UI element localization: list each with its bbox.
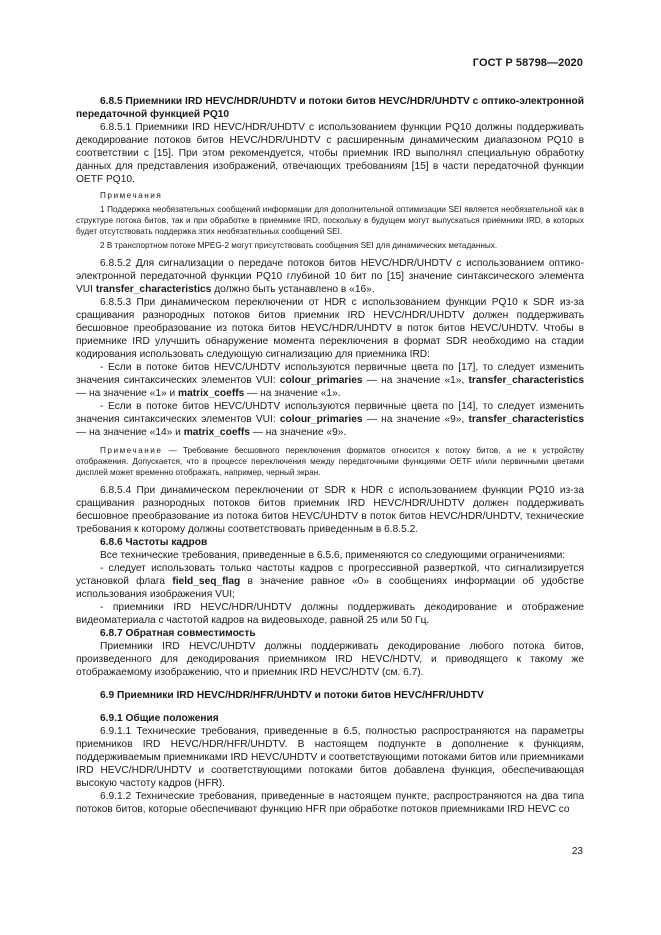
section-6-9-1-heading: 6.9.1 Общие положения — [100, 713, 219, 724]
notes-heading: Примечания — [100, 191, 163, 200]
standard-designation: ГОСТ Р 58798—2020 — [472, 57, 583, 69]
paragraph-6-8-5-2: 6.8.5.2 Для сигнализации о передаче потоков битов HEVC/HDR/UHDTV с использованием оптико-электронной передаточной функции PQ10 глубиной 10 бит по [15] значение синтаксического элемента VUI transfer_characteristics должно быть устанавлено в «16». — [76, 258, 584, 295]
section-6-8-6-heading: 6.8.6 Частоты кадров — [100, 537, 208, 548]
note-3: Примечание — Требование бесшовного переключения форматов относится к потоку битов, а не к устройству отображения. Допускается, что в процессе переключения между передаточными функциями OETF и/или первичными цветами дисплей может временно отображать, например, черный экран. — [76, 446, 584, 477]
paragraph-6-8-6-intro: Все технические требования, приведенные в 6.5.6, применяются со следующими ограничениями: — [100, 550, 566, 561]
section-6-9-heading: 6.9 Приемники IRD HEVC/HDR/HFR/UHDTV и потоки битов HEVC/HFR/UHDTV — [100, 690, 484, 701]
list-item: - Если в потоке битов HEVC/UHDTV используются первичные цвета по [14], то следует изменить значения синтаксических элементов VUI: colour_primaries — на значение «9», transfer_characteristics — на значение «14» и matrix_coeffs — на значение «9». — [76, 401, 585, 438]
paragraph-6-8-5-1: 6.8.5.1 Приемники IRD HEVC/HDR/UHDTV с использованием функции PQ10 должны поддерживать декодирование потоков битов HEVC/HDR/UHDTV с расширенным динамическим диапазоном PQ10 в соответствии с [15]. При этом рекомендуется, чтобы приемник IRD выполнял специальную обработку данных для представления изображений, отвечающих требованиям [15] в части передаточной функции OETF PQ10. — [76, 122, 584, 185]
list-item: - Если в потоке битов HEVC/UHDTV используются первичные цвета по [17], то следует изменить значения синтаксических элементов VUI: colour_primaries — на значение «1», transfer_characteristics — на значение «1» и matrix_coeffs — на значение «1». — [76, 362, 585, 399]
list-item: - приемники IRD HEVC/HDR/UHDTV должны поддерживать декодирование и отображение видеоматериала с частотой кадров на видеовыходе, равной 25 или 50 Гц. — [76, 602, 584, 626]
document-body — [76, 95, 584, 816]
page-number: 23 — [571, 846, 583, 857]
note-1: 1 Поддержка необязательных сообщений информации для дополнительной оптимизации SEI является необязательной как в структуре потока битов, так и при обработке в приемнике IRD, поскольку в будущем могут выпускаться приемники IRD, в которых будет отсутствовать поддержка этих необязательных сообщений SEI. — [76, 205, 584, 236]
syntax-transfer-characteristics: transfer_characteristics — [95, 284, 212, 295]
list-item: - следует использовать только частоты кадров с прогрессивной разверткой, что сигнализируется установкой флага field_seq_flag в значение равное «0» в сообщениях информации об удобстве использования изображения VUI; — [76, 563, 584, 600]
paragraph-6-8-5-4: 6.8.5.4 При динамическом переключении от SDR к HDR с использованием функции PQ10 из-за сращивания разнородных потоков битов приемник IRD HEVC/HDR/UHDTV должен поддерживать бесшовное преобразование из потока битов HEVC/UHDTV в поток битов HEVC/HDR/UHDTV, технические требования к которому должны соответствовать приведенным в 6.8.5.2. — [76, 485, 584, 535]
note-2: 2 В транспортном потоке MPEG-2 могут присутствовать сообщения SEI для динамических метаданных. — [100, 241, 498, 250]
paragraph-6-8-7: Приемники IRD HEVC/UHDTV должны поддерживать декодирование любого потока битов, произведенного для декодирования приемником IRD HEVC/HDTV, и приводящего к такому же отображаемому изображению, что и приемник IRD HEVC/HDTV (см. 6.7). — [76, 641, 584, 678]
paragraph-6-8-5-3: 6.8.5.3 При динамическом переключении от HDR с использованием функции PQ10 к SDR из-за сращивания разнородных потоков битов приемник IRD HEVC/HDR/UHDTV должен поддерживать бесшовное преобразование из потока битов HEVC/HDR/UHDTV в поток битов HEVC/UHDTV. Чтобы в приемнике IRD улучшить обнаружение момента переключения в формат SDR необходимо на стадии кодирования использовать следующую сигнализацию для приемника IRD: — [76, 297, 584, 360]
section-6-8-7-heading: 6.8.7 Обратная совместимость — [100, 628, 256, 639]
section-6-8-5-heading: 6.8.5 Приемники IRD HEVC/HDR/UHDTV и потоки битов HEVC/HDR/UHDTV с оптико-электронной передаточной функцией PQ10 — [76, 96, 584, 120]
paragraph-6-9-1-1: 6.9.1.1 Технические требования, приведенные в 6.5, полностью распространяются на параметры приемников IRD HEVC/HDR/HFR/UHDTV. В настоящем подпункте в дополнение к функциям, поддерживаемым приемниками IRD HEVC/UHDTV и соответствующими потоками битов или приемниками IRD HEVC/HDR/UHDTV и соответствующими потоками битов добавлена функция, обеспечивающая высокую частоту кадров (HFR). — [76, 726, 584, 789]
paragraph-6-9-1-2: 6.9.1.2 Технические требования, приведенные в настоящем пункте, распространяются на два типа потоков битов, которые обеспечивают функцию HFR при обработке потоков приемниками IRD HEVC со — [76, 791, 584, 815]
